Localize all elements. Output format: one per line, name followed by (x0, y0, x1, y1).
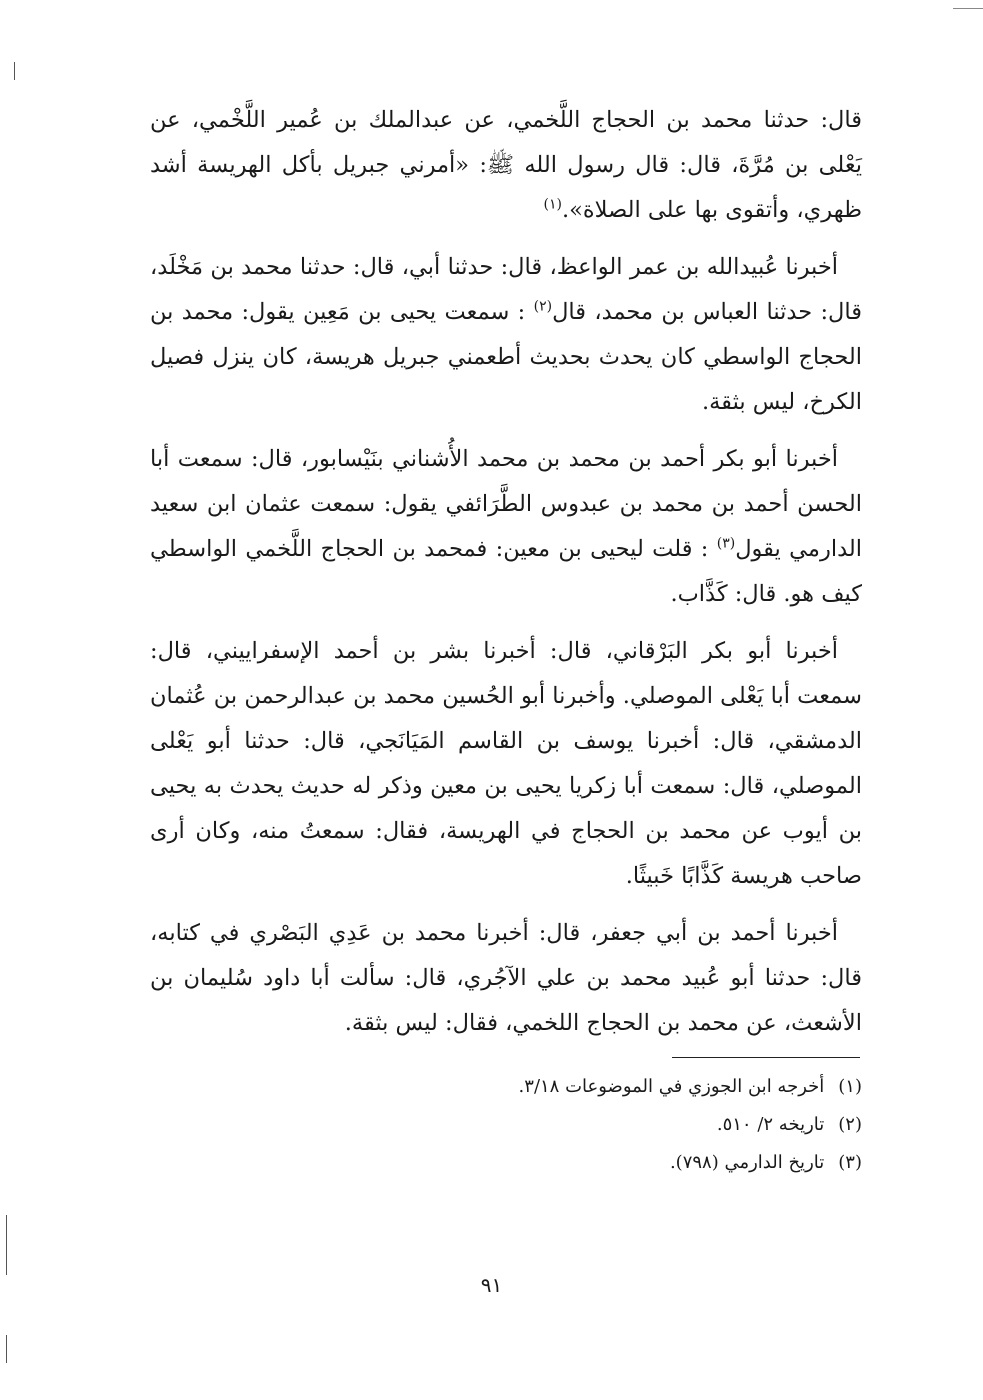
scan-artifact-left (6, 1335, 7, 1363)
footnote-number: (١) (838, 1076, 862, 1097)
footnote-item (300, 1106, 862, 1144)
footnote-text: أخرجه ابن الجوزي في الموضوعات ٣/١٨. (518, 1076, 825, 1097)
footnote-text: تاريخه ٢/ ٥١٠. (716, 1114, 825, 1135)
footnote-text: تاريخ الدارمي (٧٩٨). (669, 1152, 825, 1173)
paragraph (150, 98, 862, 233)
main-text (150, 98, 862, 1058)
footnote-item (300, 1068, 862, 1106)
paragraph-text: أخبرنا أحمد بن أبي جعفر، قال: أخبرنا محمد بن عَدِي البَصْري في كتابه، قال: حدثنا أبو عُبيد محمد بن علي الآجُري، قال: سألت أبا داود سُليمان بن الأشعث، عن محمد بن الحجاج اللخمي، فقال: ليس بثقة. (150, 920, 862, 1036)
paragraph-text: : قلت ليحيى بن معين: فمحمد بن الحجاج اللَّخمي الواسطي كيف هو. قال: كَذَّاب. (150, 536, 862, 607)
footnote-reference[interactable]: (١) (543, 196, 562, 213)
scan-artifact-top (953, 8, 983, 9)
scan-artifact-left (6, 1215, 7, 1275)
footnotes (300, 1068, 862, 1182)
footnote-item (300, 1144, 862, 1182)
footnote-reference[interactable]: (٢) (533, 298, 553, 315)
paragraph-text: أخبرنا أبو بكر أحمد بن محمد بن محمد الأُشناني بنَيْسابور، قال: سمعت أبا الحسن أحمد بن محمد بن عبدوس الطَّرَائفي يقول: سمعت عثمان ابن سعيد الدارمي يقول (150, 446, 863, 562)
scan-artifact-left (14, 62, 15, 80)
paragraph-text: أخبرنا أبو بكر البَرْقاني، قال: أخبرنا بشر بن أحمد الإسفراييني، قال: سمعت أبا يَعْلى الموصلي. وأخبرنا أبو الحُسين محمد بن عبدالرحمن بن عُثمان الدمشقي، قال: أخبرنا يوسف بن القاسم المَيَانَجي، قال: حدثنا أبو يَعْلى الموصلي، قال: سمعت أبا زكريا يحيى بن معين وذكر له حديث يحدث به يحيى بن أيوب عن محمد بن الحجاج في الهريسة، فقال: سمعتُ منه، وكان أرى صاحب هريسة كَذَّابًا خَبيثًا. (150, 638, 862, 889)
paragraph (150, 245, 862, 425)
footnote-number: (٣) (838, 1152, 862, 1173)
paragraph-text: : سمعت يحيى بن مَعِين يقول: محمد بن الحجاج الواسطي كان يحدث بحديث أطعمني جبريل هريسة، كان ينزل فصيل الكرخ، ليس بثقة. (150, 299, 862, 415)
page-number: ٩١ (480, 1273, 503, 1297)
footnote-number: (٢) (838, 1114, 862, 1135)
paragraph-text: أخبرنا عُبيدالله بن عمر الواعظ، قال: حدثنا أبي، قال: حدثنا محمد بن مَخْلَد، قال: حدثنا العباس بن محمد، قال (150, 254, 862, 325)
footnote-reference[interactable]: (٣) (716, 535, 736, 552)
paragraph-text: قال: حدثنا محمد بن الحجاج اللَّخمي، عن عبدالملك بن عُمير اللَّخْمي، عن يَعْلى بن مُرَّةَ، قال: قال رسول الله ﷺ: «أمرني جبريل بأكل الهريسة أشد ظهري، وأتقوى بها على الصلاة». (150, 107, 862, 223)
paragraph (150, 437, 862, 617)
paragraph (150, 629, 862, 899)
footnote-divider (672, 1057, 860, 1058)
paragraph (150, 911, 862, 1046)
